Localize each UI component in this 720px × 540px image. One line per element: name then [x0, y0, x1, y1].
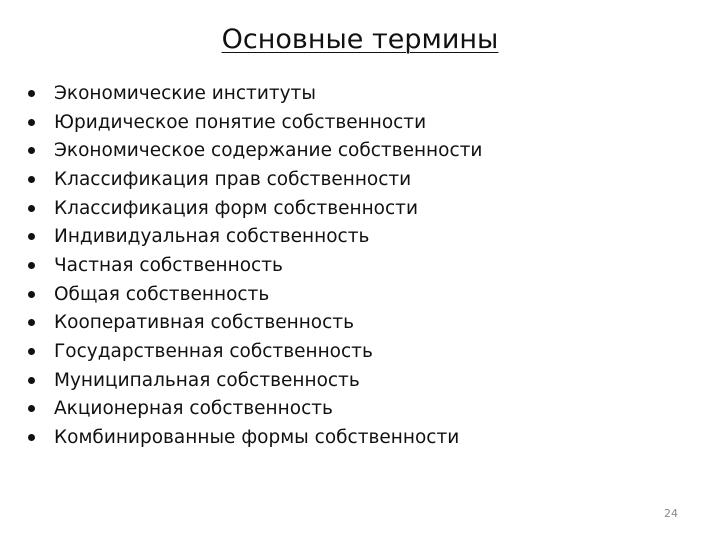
list-item-text: Муниципальная собственность: [54, 369, 360, 391]
list-item: [28, 366, 482, 395]
page-number: 24: [664, 507, 678, 520]
list-item-text: Комбинированные формы собственности: [54, 427, 460, 449]
bullet-icon: [28, 176, 35, 183]
bullet-icon: [28, 434, 35, 441]
list-item: [28, 280, 482, 309]
list-item: [28, 395, 482, 424]
bullet-icon: [28, 348, 35, 355]
list-item-text: Общая собственность: [54, 283, 270, 305]
list-item-text: Государственная собственность: [54, 341, 373, 363]
bullet-icon: [28, 147, 35, 154]
list-item: [28, 136, 482, 165]
bullet-icon: [28, 262, 35, 269]
list-item: [28, 79, 482, 108]
list-item-text: Юридическое понятие собственности: [54, 111, 427, 133]
list-item: [28, 165, 482, 194]
list-item: [28, 108, 482, 137]
list-item: [28, 337, 482, 366]
bullet-icon: [28, 119, 35, 126]
bullet-icon: [28, 291, 35, 298]
list-item: [28, 251, 482, 280]
list-item-text: Кооперативная собственность: [54, 312, 354, 334]
list-item-text: Индивидуальная собственность: [54, 226, 370, 248]
list-item-text: Акционерная собственность: [54, 398, 333, 420]
bullet-icon: [28, 377, 35, 384]
slide-title: [0, 20, 720, 60]
list-item-text: Классификация прав собственности: [54, 168, 412, 190]
bullet-icon: [28, 90, 35, 97]
list-item-text: Классификация форм собственности: [54, 197, 418, 219]
slide-title-text: Основные термины: [221, 24, 499, 55]
bullet-icon: [28, 205, 35, 212]
list-item-text: Частная собственность: [54, 254, 283, 276]
list-item: [28, 222, 482, 251]
list-item-text: Экономическое содержание собственности: [54, 140, 483, 162]
list-item: [28, 194, 482, 223]
list-item-text: Экономические институты: [54, 82, 316, 104]
term-list: [28, 79, 482, 452]
list-item: [28, 309, 482, 338]
bullet-icon: [28, 233, 35, 240]
bullet-icon: [28, 405, 35, 412]
list-item: [28, 423, 482, 452]
bullet-icon: [28, 319, 35, 326]
